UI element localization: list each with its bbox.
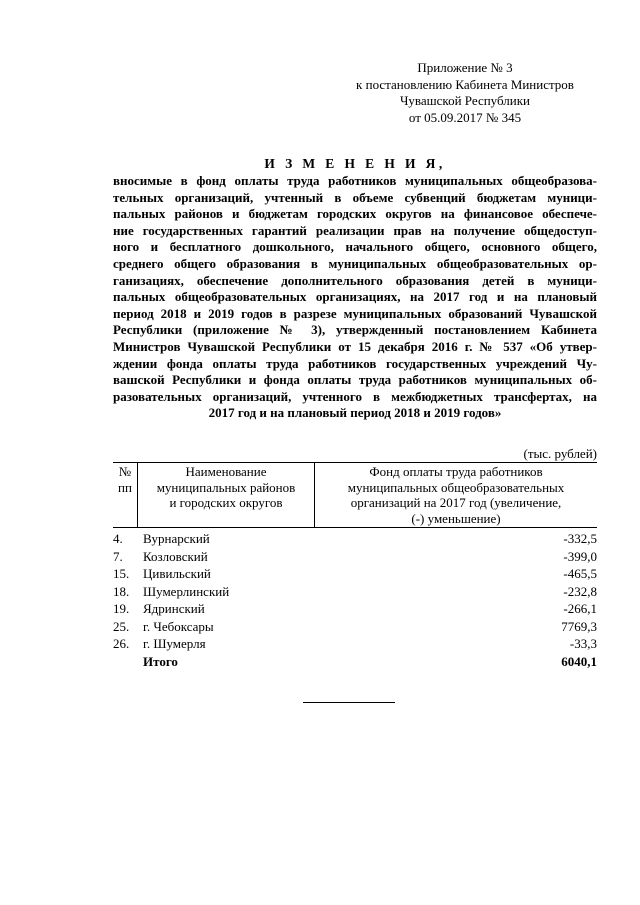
appendix-line: Приложение № 3	[417, 60, 513, 75]
appendix-line: к постановлению Кабинета Министров	[356, 76, 574, 92]
row-value: -232,8	[563, 583, 597, 599]
header-text: №	[118, 464, 132, 479]
subtitle-line: вашской Республики и фонда оплаты труда работников муниципальных об-	[113, 372, 597, 388]
row-name: г. Шумерля	[143, 636, 206, 651]
subtitle-line: период 2018 и 2019 годов в разрезе муниципальных образований Чувашской	[113, 305, 597, 321]
row-number: 25.	[113, 618, 130, 634]
row-number: 7.	[113, 548, 123, 564]
row-name: Шумерлинский	[143, 583, 230, 599]
row-number: 19.	[113, 601, 130, 616]
row-name: Цивильский	[143, 566, 211, 581]
subtitle-line: тельных организаций, учтенный в объеме субвенций бюджетам муници-	[113, 189, 597, 205]
subtitle-line: ганизациях, обеспечение дополнительного образования детей в муници-	[113, 272, 597, 288]
row-number: 26.	[113, 636, 130, 651]
header-text: Наименование	[185, 464, 267, 479]
table-header	[113, 462, 597, 528]
document-title: И З М Е Н Е Н И Я,	[264, 156, 446, 171]
document-subtitle	[113, 173, 597, 422]
table-row	[113, 600, 597, 618]
table-row	[113, 530, 597, 548]
subtitle-line: 2017 год и на плановый период 2018 и 2019 годов»	[208, 405, 502, 421]
row-value: -33,3	[569, 636, 597, 651]
row-value: -332,5	[563, 531, 597, 546]
row-value: -399,0	[563, 548, 597, 564]
row-number: 4.	[113, 531, 123, 546]
subtitle-line: разовательных организаций, учтенного в межбюджетных трансфертах, на	[113, 388, 597, 404]
total-label: Итого	[143, 653, 178, 669]
row-number: 18.	[113, 583, 130, 599]
row-value: -266,1	[563, 601, 597, 616]
header-text: муниципальных районов	[156, 479, 296, 495]
table-row	[113, 618, 597, 636]
row-value: 7769,3	[561, 618, 597, 634]
units-label: (тыс. рублей)	[523, 446, 597, 461]
closing-divider	[303, 702, 395, 703]
total-row	[113, 653, 597, 671]
header-name	[138, 463, 315, 527]
row-name: Козловский	[143, 548, 208, 564]
header-fund	[315, 463, 597, 527]
subtitle-line: ние государственных гарантий реализации прав на получение общедоступ-	[113, 222, 597, 238]
header-text: пп	[118, 479, 132, 495]
table-row	[113, 635, 597, 653]
table-row	[113, 565, 597, 583]
row-number: 15.	[113, 566, 130, 581]
header-text: и городских округов	[169, 495, 283, 510]
appendix-line: Чувашской Республики	[399, 93, 531, 108]
subtitle-line: ного и бесплатного дошкольного, начального общего, основного общего,	[113, 239, 597, 255]
subtitle-line: ждении фонда оплаты труда работников государственных учреждений Чу-	[113, 355, 597, 371]
fund-table	[113, 462, 597, 670]
table-body	[113, 528, 597, 670]
subtitle-line: пальных районов и бюджетам городских округов на финансовое обеспече-	[113, 206, 597, 222]
header-text: (-) уменьшение)	[411, 510, 501, 526]
header-text: муниципальных общеобразовательных	[347, 479, 565, 495]
subtitle-line: среднего общего образования в муниципальных общеобразовательных ор-	[113, 255, 597, 271]
appendix-block	[330, 60, 600, 126]
subtitle-line: вносимые в фонд оплаты труда работников муниципальных общеобразова-	[113, 173, 597, 188]
header-text: организаций на 2017 год (увеличение,	[350, 495, 562, 510]
row-name: Вурнарский	[143, 531, 210, 546]
subtitle-line: пальных общеобразовательных организациях, на 2017 год и на плановый	[113, 289, 597, 305]
row-value: -465,5	[563, 566, 597, 581]
header-number	[113, 463, 138, 527]
table-row	[113, 548, 597, 566]
subtitle-line: Республики (приложение № 3), утвержденный постановлением Кабинета	[113, 322, 597, 338]
table-row	[113, 583, 597, 601]
row-name: Ядринский	[143, 601, 205, 616]
row-name: г. Чебоксары	[143, 618, 214, 634]
header-text: Фонд оплаты труда работников	[369, 464, 543, 479]
subtitle-line: Министров Чувашской Республики от 15 декабря 2016 г. № 537 «Об утвер-	[113, 338, 597, 354]
appendix-line: от 05.09.2017 № 345	[408, 109, 522, 125]
total-value: 6040,1	[561, 653, 597, 669]
